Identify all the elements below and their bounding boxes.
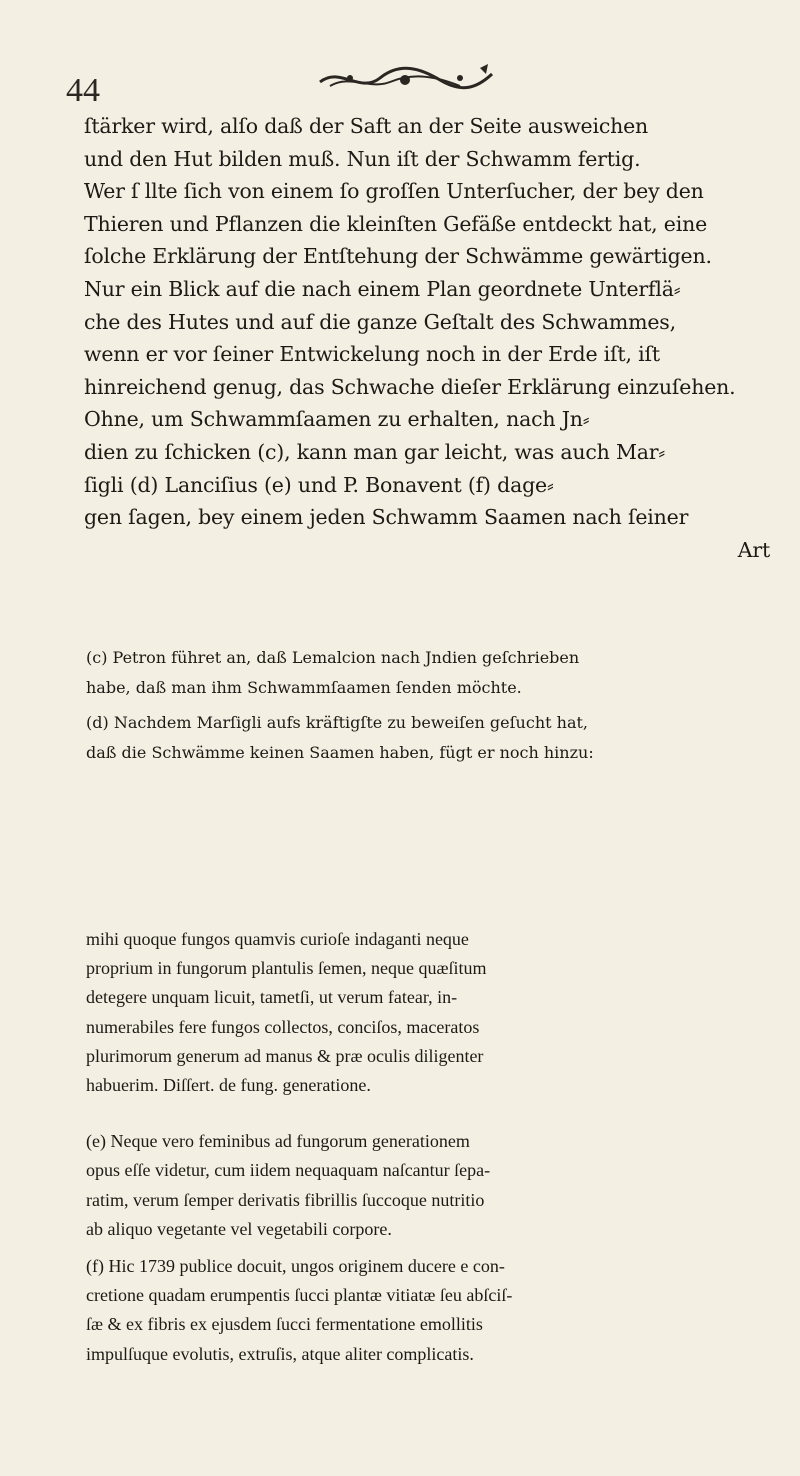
text-line: ſtärker wird, alſo daß der Saft an der Seite ausweichen bbox=[84, 114, 649, 138]
footnote-line: habuerim. Diſſert. de fung. generatione. bbox=[86, 1075, 371, 1096]
text-line: Nur ein Blick auf die nach einem Plan geordnete Unterflä⸗ bbox=[84, 276, 681, 301]
footnote-line: detegere unquam licuit, tametſi, ut verum fatear, in- bbox=[86, 987, 458, 1008]
footnote-line: (d) Nachdem Marſigli aufs kräftigſte zu beweiſen geſucht hat, bbox=[86, 713, 588, 732]
footnotes-german bbox=[86, 643, 776, 767]
text-line: che des Hutes und auf die ganze Geſtalt des Schwammes, bbox=[84, 309, 676, 334]
header-ornament bbox=[310, 60, 500, 100]
text-line: hinreichend genug, das Schwache dieſer Erklärung einzuſehen. bbox=[84, 374, 736, 399]
footnote-line: opus eſſe videtur, cum iidem nequaquam naſcantur ſepa- bbox=[86, 1160, 491, 1181]
text-line: ſigli (d) Lanciſius (e) und P. Bonavent (f) dage⸗ bbox=[84, 472, 554, 497]
footnote-line: numerabiles fere fungos collectos, conciſos, maceratos bbox=[86, 1016, 480, 1037]
footnote-line: proprium in fungorum plantulis ſemen, neque quæſitum bbox=[86, 958, 487, 979]
text-line: ſolche Erklärung der Entſtehung der Schwämme gewärtigen. bbox=[84, 244, 712, 269]
footnote-line: daß die Schwämme keinen Saamen haben, fügt er noch hinzu: bbox=[86, 742, 594, 762]
footnote-line: ab aliquo vegetante vel vegetabili corpore. bbox=[86, 1218, 392, 1239]
text-line: Wer ſ llte ſich von einem ſo groſſen Unterſucher, der bey den bbox=[84, 179, 704, 204]
footnote-line: (f) Hic 1739 publice docuit, ungos originem ducere e con- bbox=[86, 1256, 505, 1277]
footnote-line: ſæ & ex fibris ex ejusdem ſucci fermentatione emollitis bbox=[86, 1314, 483, 1335]
footnote-line: mihi quoque fungos quamvis curioſe indaganti neque bbox=[86, 929, 469, 949]
main-text bbox=[84, 110, 774, 566]
footnote-line: cretione quadam erumpentis ſucci plantæ vitiatæ ſeu abſciſ- bbox=[86, 1285, 513, 1306]
text-line: gen ſagen, bey einem jeden Schwamm Saamen nach ſeiner bbox=[84, 505, 689, 530]
page-number: 44 bbox=[66, 72, 100, 109]
footnotes-latin bbox=[86, 925, 776, 1369]
footnote-line: ratim, verum ſemper derivatis fibrillis ſuccoque nutritio bbox=[86, 1189, 485, 1210]
text-line: wenn er vor ſeiner Entwickelung noch in der Erde iſt, iſt bbox=[84, 342, 660, 367]
text-line: und den Hut bilden muß. Nun iſt der Schwamm fertig. bbox=[84, 146, 641, 171]
text-line: dien zu ſchicken (c), kann man gar leicht, was auch Mar⸗ bbox=[84, 439, 666, 464]
footnote-line: plurimorum generum ad manus & præ oculis diligenter bbox=[86, 1045, 484, 1066]
catchword: Art bbox=[737, 537, 770, 562]
footnote-line: impulſuque evolutis, extruſis, atque aliter complicatis. bbox=[86, 1343, 474, 1364]
text-line: Ohne, um Schwammſaamen zu erhalten, nach Jn⸗ bbox=[84, 407, 590, 432]
footnote-line: habe, daß man ihm Schwammſaamen ſenden möchte. bbox=[86, 677, 522, 697]
footnote-line: (e) Neque vero feminibus ad fungorum generationem bbox=[86, 1131, 470, 1152]
text-line: Thieren und Pflanzen die kleinſten Gefäße entdeckt hat, eine bbox=[84, 211, 708, 236]
footnote-line: (c) Petron führet an, daß Lemalcion nach Jndien geſchrieben bbox=[86, 648, 580, 667]
